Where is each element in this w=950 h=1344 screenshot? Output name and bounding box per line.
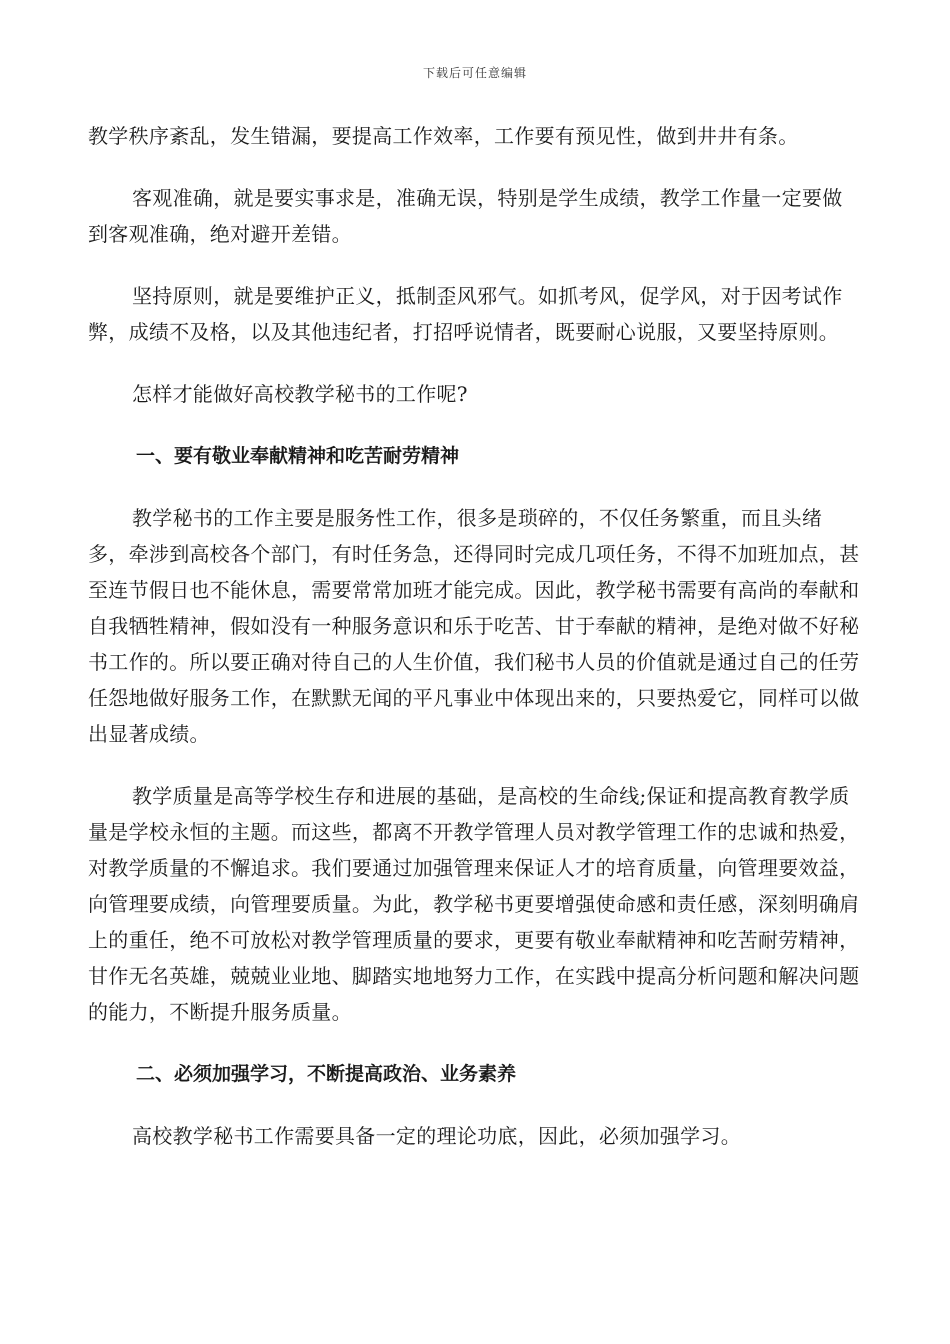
paragraph-study: 高校教学秘书工作需要具备一定的理论功底，因此，必须加强学习。 (132, 1124, 741, 1148)
paragraph-adhere-principles: 坚持原则，就是要维护正义，抵制歪风邪气。如抓考风，促学风，对于因考试作弊，成绩不及格，以及其他违纪者，打招呼说情者，既要耐心说服，又要坚持原则。 (88, 284, 843, 344)
page-header: 下载后可任意编辑 (422, 66, 527, 80)
section-heading-1: 一、要有敬业奉献精神和吃苦耐劳精神 (136, 445, 460, 467)
document-body (88, 118, 862, 1180)
paragraph-objective-accuracy: 客观准确，就是要实事求是，准确无误，特别是学生成绩，教学工作量一定要做到客观准确，绝对避开差错。 (88, 186, 843, 246)
paragraph-service-work: 教学秘书的工作主要是服务性工作，很多是琐碎的，不仅任务繁重，而且头绪多，牵涉到高校各个部门，有时任务急，还得同时完成几项任务，不得不加班加点，甚至连节假日也不能休息，需要常常加班才能完成。因此，教学秘书需要有高尚的奉献和自我牺牲精神，假如没有一种服务意识和乐于吃苦、甘于奉献的精神，是绝对做不好秘书工作的。所以要正确对待自己的人生价值，我们秘书人员的价值就是通过自己的任劳任怨地做好服务工作，在默默无闻的平凡事业中体现出来的，只要热爱它，同样可以做出显著成绩。 (88, 506, 860, 746)
paragraph-question: 怎样才能做好高校教学秘书的工作呢? (132, 382, 468, 406)
section-heading-2: 二、必须加强学习，不断提高政治、业务素养 (136, 1063, 517, 1085)
paragraph-teaching-quality: 教学质量是高等学校生存和进展的基础，是高校的生命线;保证和提高教育教学质量是学校永恒的主题。而这些，都离不开教学管理人员对教学管理工作的忠诚和热爱，对教学质量的不懈追求。我们要通过加强管理来保证人才的培育质量，向管理要效益，向管理要成绩，向管理要质量。为此，教学秘书更要增强使命感和责任感，深刻明确肩上的重任，绝不可放松对教学管理质量的要求，更要有敬业奉献精神和吃苦耐劳精神，甘作无名英雄，兢兢业业地、脚踏实地地努力工作，在实践中提高分析问题和解决问题的能力，不断提升服务质量。 (88, 784, 860, 1024)
paragraph-continuation: 教学秩序紊乱，发生错漏，要提高工作效率，工作要有预见性，做到井井有条。 (88, 124, 799, 148)
